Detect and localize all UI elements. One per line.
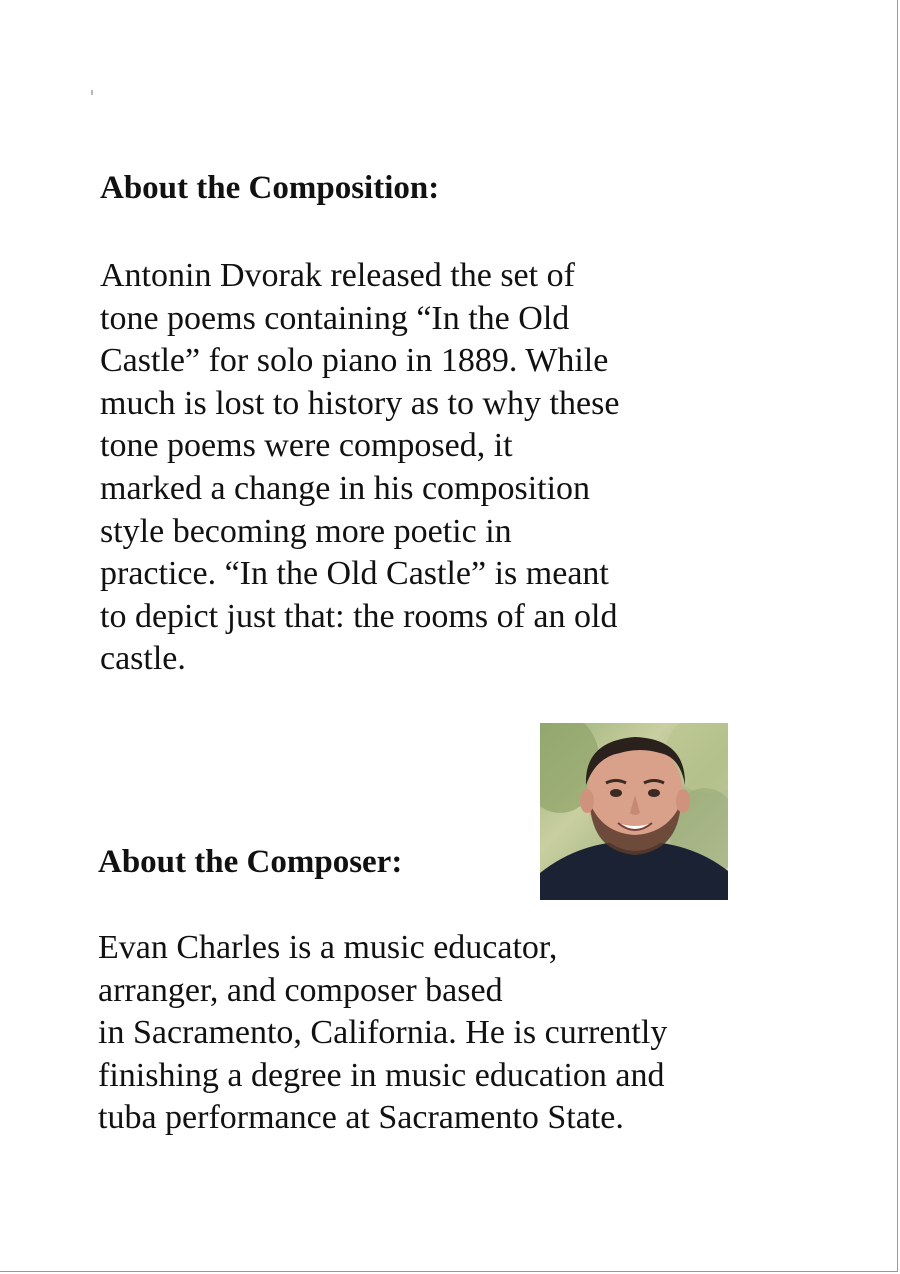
composition-line: to depict just that: the rooms of an old: [100, 597, 618, 635]
composition-line: castle.: [100, 640, 186, 678]
composition-line: tone poems were composed, it: [100, 427, 513, 465]
composer-line: arranger, and composer based: [98, 971, 503, 1009]
composer-line: Evan Charles is a music educator,: [98, 929, 558, 966]
composer-line: tuba performance at Sacramento State.: [98, 1099, 624, 1137]
composer-paragraph: [98, 927, 667, 1140]
composition-line: style becoming more poetic in: [100, 512, 512, 550]
composition-line: Castle” for solo piano in 1889. While: [100, 342, 609, 380]
composition-heading: About the Composition:: [100, 170, 440, 206]
composition-paragraph: [100, 255, 619, 681]
composer-portrait-illustration: [540, 723, 728, 900]
page-artifact-mark: [91, 90, 93, 95]
composer-heading: About the Composer:: [98, 844, 403, 880]
composition-line: marked a change in his composition: [100, 469, 591, 507]
composer-photo: [540, 723, 728, 900]
composition-line: much is lost to history as to why these: [100, 384, 620, 422]
composition-line: tone poems containing “In the Old: [100, 299, 570, 337]
composition-line: Antonin Dvorak released the set of: [100, 257, 575, 294]
composition-line: practice. “In the Old Castle” is meant: [100, 555, 609, 593]
composer-line: finishing a degree in music education and: [98, 1056, 665, 1094]
composer-line: in Sacramento, California. He is currently: [98, 1014, 668, 1052]
